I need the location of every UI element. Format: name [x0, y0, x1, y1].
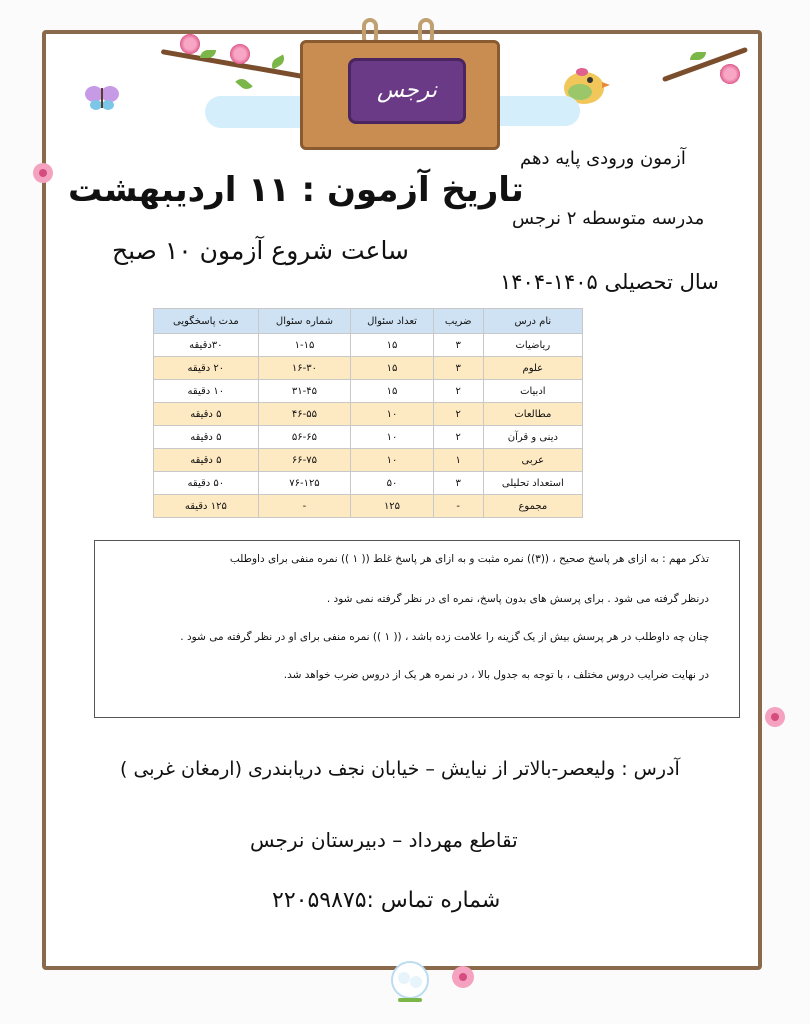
table-cell: ۶۶-۷۵ — [258, 449, 351, 472]
table-cell: عربی — [483, 449, 582, 472]
academic-year: سال تحصیلی ۱۴۰۵-۱۴۰۴ — [500, 270, 719, 294]
table-cell: ۱ — [433, 449, 483, 472]
table-cell: ریاضیات — [483, 334, 582, 357]
table-header-cell: تعداد سئوال — [351, 309, 434, 334]
table-cell: استعداد تحلیلی — [483, 472, 582, 495]
table-cell: ۱۲۵ — [351, 495, 434, 518]
table-cell: ۲ — [433, 380, 483, 403]
table-cell: ۱۰ دقیقه — [154, 380, 259, 403]
table-cell: - — [258, 495, 351, 518]
school-address: آدرس : ولیعصر-بالاتر از نیایش – خیابان نجف دریابندری (ارمغان غربی ) — [120, 758, 680, 780]
exam-start-time: ساعت شروع آزمون ۱۰ صبح — [112, 236, 410, 265]
table-cell: ۱۶-۳۰ — [258, 357, 351, 380]
butterfly-icon — [84, 82, 120, 112]
table-header-cell: ضریب — [433, 309, 483, 334]
table-cell: ۵ دقیقه — [154, 426, 259, 449]
exam-schedule-table — [153, 308, 583, 518]
table-cell: ادبیات — [483, 380, 582, 403]
table-cell: ۳ — [433, 357, 483, 380]
table-cell: ۱۰ — [351, 449, 434, 472]
table-cell: مطالعات — [483, 403, 582, 426]
table-cell: - — [433, 495, 483, 518]
table-cell: ۳ — [433, 334, 483, 357]
table-cell: ۴۶-۵۵ — [258, 403, 351, 426]
table-cell: ۱۵ — [351, 357, 434, 380]
table-cell: ۱۲۵ دقیقه — [154, 495, 259, 518]
table-cell: ۵۰ — [351, 472, 434, 495]
table-row — [154, 334, 583, 357]
exam-date: تاریخ آزمون : ۱۱ اردیبهشت — [68, 170, 524, 210]
table-cell: ۵ دقیقه — [154, 449, 259, 472]
table-row — [154, 380, 583, 403]
school-name: مدرسه متوسطه ۲ نرجس — [512, 208, 705, 229]
table-cell: علوم — [483, 357, 582, 380]
table-cell: ۵۰ دقیقه — [154, 472, 259, 495]
table-header-cell: مدت پاسخگویی — [154, 309, 259, 334]
sign-plate-label: نرجس — [348, 58, 466, 124]
table-cell: ۲ — [433, 403, 483, 426]
table-header-cell: نام درس — [483, 309, 582, 334]
table-row — [154, 472, 583, 495]
table-row — [154, 357, 583, 380]
school-intersection: تقاطع مهرداد – دبیرستان نرجس — [250, 828, 518, 852]
flower-icon — [762, 704, 788, 730]
cloud-decoration — [205, 96, 315, 128]
contact-phone: شماره تماس :۲۲۰۵۹۸۷۵ — [272, 888, 501, 913]
table-cell: ۱۰ — [351, 426, 434, 449]
school-sign — [300, 18, 500, 148]
flower-icon — [448, 962, 478, 992]
table-cell: ۱۰ — [351, 403, 434, 426]
table-row — [154, 449, 583, 472]
note-line: چنان چه داوطلب در هر پرسش بیش از یک گزینه را علامت زده باشد ، (( ۱ )) نمره منفی برای او در نظر گرفته می شود . — [180, 631, 709, 643]
table-header-cell: شماره سئوال — [258, 309, 351, 334]
note-line: تذکر مهم : به ازای هر پاسخ صحیح ، ((۳)) نمره مثبت و به ازای هر پاسخ غلط (( ۱ )) نمره منفی برای داوطلب — [229, 553, 709, 565]
table-cell: ۱-۱۵ — [258, 334, 351, 357]
table-cell: مجموع — [483, 495, 582, 518]
important-notes-box — [94, 540, 740, 718]
table-cell: ۲۰ دقیقه — [154, 357, 259, 380]
table-header-row — [154, 309, 583, 334]
table-cell: ۳ — [433, 472, 483, 495]
table-cell: ۷۶-۱۲۵ — [258, 472, 351, 495]
table-cell: ۳۰دقیقه — [154, 334, 259, 357]
cotton-flower-icon — [384, 958, 436, 1008]
table-cell: ۱۵ — [351, 334, 434, 357]
table-row — [154, 426, 583, 449]
table-total-row — [154, 495, 583, 518]
table-cell: ۵ دقیقه — [154, 403, 259, 426]
entrance-exam-title: آزمون ورودی پایه دهم — [520, 148, 686, 169]
note-line: در نهایت ضرایب دروس مختلف ، با توجه به جدول بالا ، در نمره هر یک از دروس ضرب خواهد شد. — [283, 669, 709, 681]
table-cell: ۲ — [433, 426, 483, 449]
note-line: درنظر گرفته می شود . برای پرسش های بدون پاسخ، نمره ای در نظر گرفته نمی شود . — [326, 593, 709, 605]
flower-icon — [30, 160, 56, 186]
table-cell: ۳۱-۴۵ — [258, 380, 351, 403]
table-cell: ۵۶-۶۵ — [258, 426, 351, 449]
table-cell: ۱۵ — [351, 380, 434, 403]
table-cell: دینی و قرآن — [483, 426, 582, 449]
table-row — [154, 403, 583, 426]
